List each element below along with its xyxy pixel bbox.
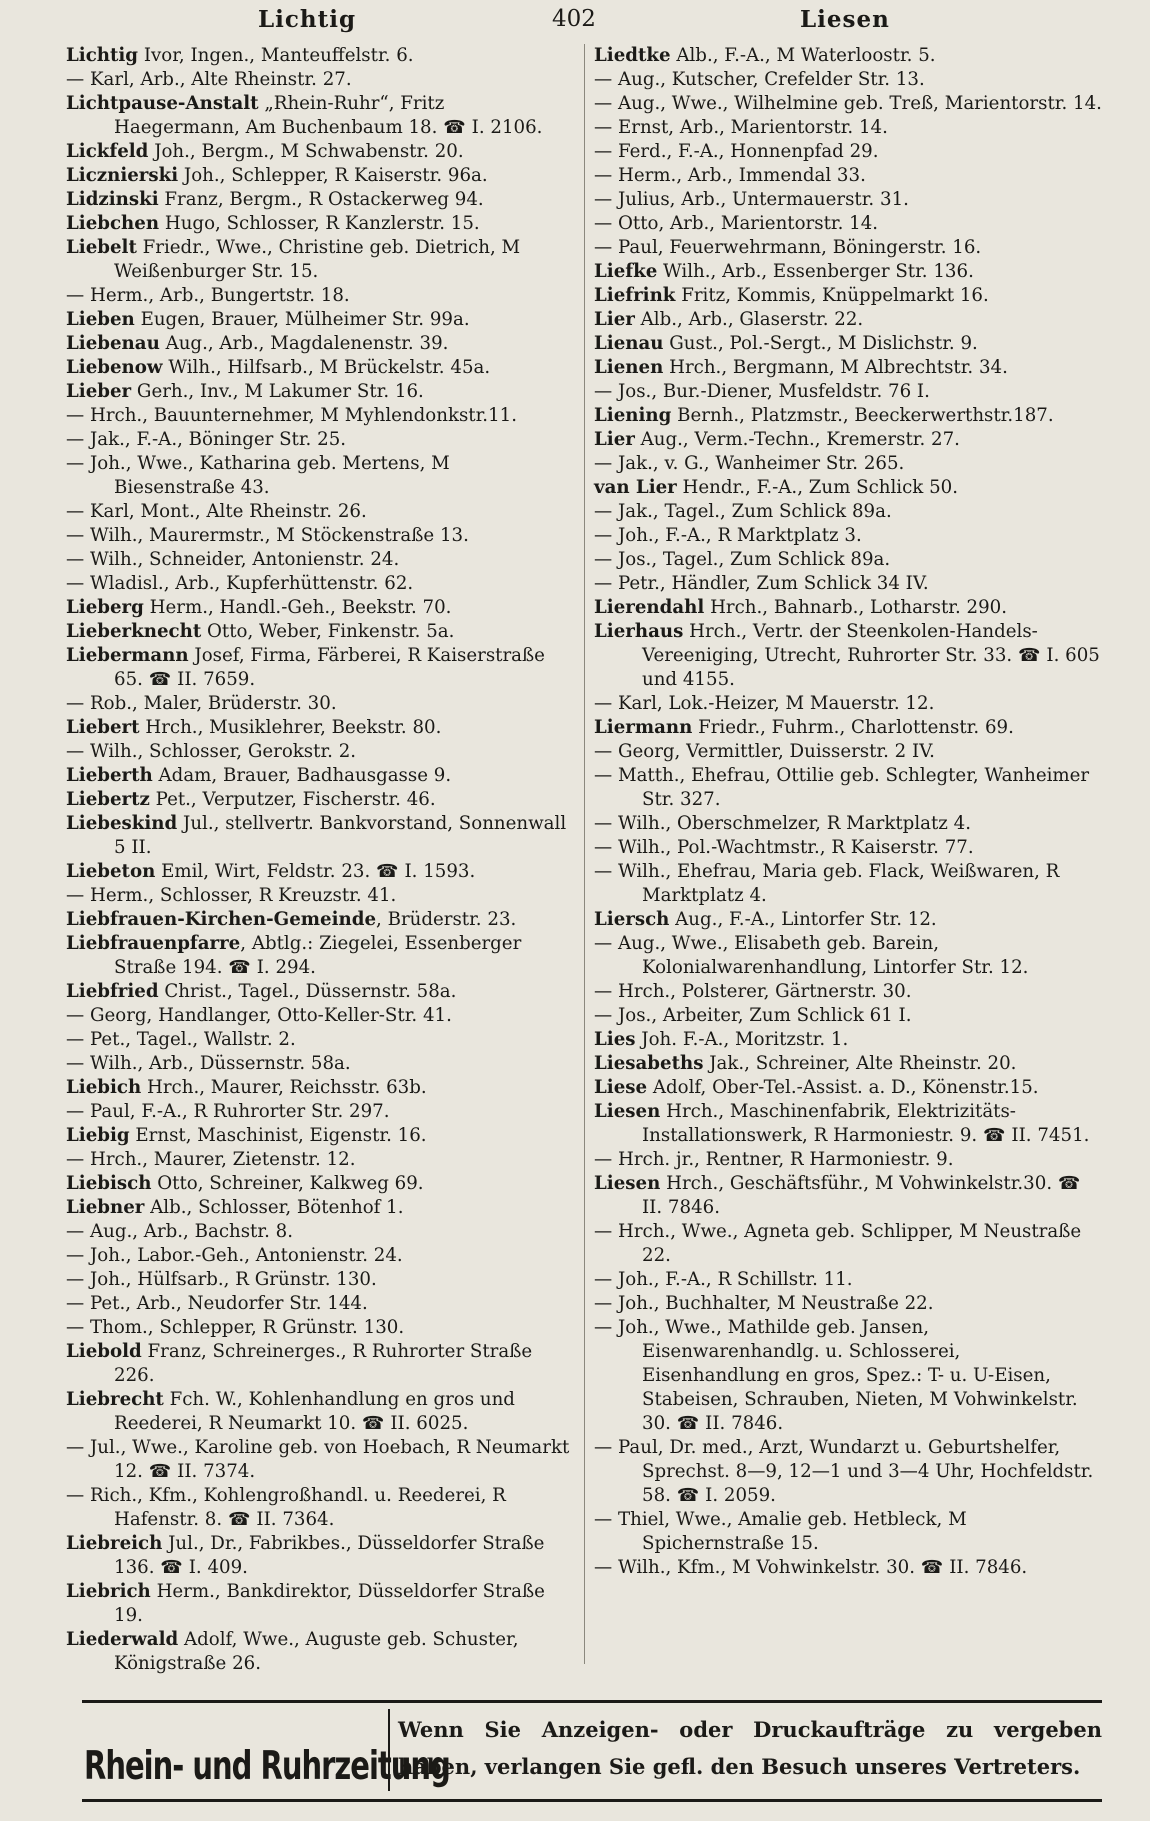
- directory-entry: [66, 932, 572, 980]
- entry-surname: Liefrink: [594, 285, 676, 306]
- directory-entry: [66, 1268, 572, 1292]
- entry-surname: Liesen: [594, 1173, 661, 1194]
- entry-details: — Wladisl., Arb., Kupferhüttenstr. 62.: [66, 573, 414, 594]
- entry-surname: Lieber: [66, 381, 132, 402]
- entry-details: Eugen, Brauer, Mülheimer Str. 99a.: [134, 309, 470, 330]
- entry-surname: Lickfeld: [66, 141, 149, 162]
- entry-surname: Lienen: [594, 357, 664, 378]
- directory-entry: [66, 860, 572, 884]
- entry-surname: Liebeskind: [66, 813, 178, 834]
- directory-entry: [66, 44, 572, 68]
- entry-surname: Liebreich: [66, 1533, 163, 1554]
- entry-details: „Rhein-Ruhr“, Fritz Haegermann, Am Buchenbaum 18. ☎ I. 2106.: [114, 93, 543, 138]
- entry-details: — Aug., Wwe., Wilhelmine geb. Treß, Marientorstr. 14.: [594, 93, 1102, 114]
- directory-entry: [594, 812, 1102, 836]
- directory-entry: [66, 1148, 572, 1172]
- entry-details: Gust., Pol.-Sergt., M Dislichstr. 9.: [663, 333, 978, 354]
- directory-entry: [66, 716, 572, 740]
- entry-surname: Liebold: [66, 1341, 142, 1362]
- entry-details: Josef, Firma, Färberei, R Kaiserstraße 65. ☎ II. 7659.: [114, 645, 545, 690]
- header-right-keyword: Liesen: [800, 6, 890, 33]
- directory-entry: [66, 1436, 572, 1484]
- directory-entry: [594, 92, 1102, 116]
- directory-entry: [66, 356, 572, 380]
- directory-entry: [66, 1124, 572, 1148]
- entry-details: Gerh., Inv., M Lakumer Str. 16.: [131, 381, 424, 402]
- directory-entry: [66, 188, 572, 212]
- directory-entry: [594, 1508, 1102, 1556]
- directory-entry: [66, 596, 572, 620]
- entry-surname: Lier: [594, 309, 635, 330]
- directory-entry: [594, 1220, 1102, 1268]
- directory-entry: [594, 932, 1102, 980]
- directory-entry: [594, 764, 1102, 812]
- directory-entry: [594, 260, 1102, 284]
- directory-entry: [66, 1100, 572, 1124]
- directory-entry: [66, 788, 572, 812]
- directory-entry: [594, 1172, 1102, 1220]
- entry-details: Friedr., Wwe., Christine geb. Dietrich, M Weißenburger Str. 15.: [114, 237, 521, 282]
- entry-surname: Liebertz: [66, 789, 150, 810]
- entry-details: Adam, Brauer, Badhausgasse 9.: [152, 765, 452, 786]
- entry-details: Aug., Arb., Magdalenenstr. 39.: [159, 333, 449, 354]
- entry-details: — Wilh., Oberschmelzer, R Marktplatz 4.: [594, 813, 971, 834]
- directory-entry: [66, 212, 572, 236]
- directory-entry: [66, 1076, 572, 1100]
- directory-entry: [66, 1052, 572, 1076]
- directory-entry: [66, 812, 572, 860]
- directory-entry: [594, 1028, 1102, 1052]
- directory-entry: [66, 1484, 572, 1532]
- entry-surname: Liebenow: [66, 357, 163, 378]
- directory-entry: [66, 548, 572, 572]
- directory-entry: [594, 380, 1102, 404]
- directory-entry: [594, 116, 1102, 140]
- entry-details: — Pet., Tagel., Wallstr. 2.: [66, 1029, 296, 1050]
- entry-details: Otto, Schreiner, Kalkweg 69.: [151, 1173, 424, 1194]
- directory-entry: [66, 332, 572, 356]
- entry-details: — Herm., Arb., Immendal 33.: [594, 165, 866, 186]
- entry-details: — Pet., Arb., Neudorfer Str. 144.: [66, 1293, 368, 1314]
- entry-surname: Liebermann: [66, 645, 189, 666]
- entry-surname: Lienau: [594, 333, 664, 354]
- entry-details: — Joh., Buchhalter, M Neustraße 22.: [594, 1293, 934, 1314]
- entry-surname: Liening: [594, 405, 672, 426]
- directory-entry: [66, 980, 572, 1004]
- entry-surname: Liebner: [66, 1197, 145, 1218]
- entry-details: — Jos., Arbeiter, Zum Schlick 61 I.: [594, 1005, 912, 1026]
- entry-details: — Wilh., Arb., Düssernstr. 58a.: [66, 1053, 351, 1074]
- entry-surname: Liebenau: [66, 333, 160, 354]
- entry-details: Wilh., Arb., Essenberger Str. 136.: [657, 261, 974, 282]
- entry-details: Ernst, Maschinist, Eigenstr. 16.: [129, 1125, 427, 1146]
- directory-entry: [594, 428, 1102, 452]
- entry-surname: Liersch: [594, 909, 670, 930]
- directory-entry: [66, 1388, 572, 1436]
- entry-surname: Liebisch: [66, 1173, 152, 1194]
- left-column: [66, 44, 572, 1676]
- directory-entry: [594, 524, 1102, 548]
- entry-details: Emil, Wirt, Feldstr. 23. ☎ I. 1593.: [155, 861, 476, 882]
- directory-entry: [594, 404, 1102, 428]
- directory-entry: [594, 596, 1102, 620]
- directory-entry: [66, 692, 572, 716]
- page-header: [0, 6, 1150, 40]
- entry-details: — Hrch., Bauunternehmer, M Myhlendonkstr.11.: [66, 405, 518, 426]
- directory-entry: [66, 1292, 572, 1316]
- directory-entry: [594, 716, 1102, 740]
- entry-details: — Julius, Arb., Untermauerstr. 31.: [594, 189, 909, 210]
- directory-entry: [594, 500, 1102, 524]
- entry-surname: Liebfried: [66, 981, 159, 1002]
- ad-text: Wenn Sie Anzeigen- oder Druckaufträge zu vergeben haben, verlangen Sie gefl. den Besuch unseres Vertreters.: [398, 1717, 1102, 1779]
- entry-details: Christ., Tagel., Düssernstr. 58a.: [158, 981, 457, 1002]
- entry-surname: Liebig: [66, 1125, 130, 1146]
- entry-surname: Liesabeths: [594, 1053, 704, 1074]
- entry-details: — Georg, Vermittler, Duisserstr. 2 IV.: [594, 741, 935, 762]
- directory-entry: [594, 236, 1102, 260]
- directory-entry: [594, 1076, 1102, 1100]
- entry-details: — Hrch., Wwe., Agneta geb. Schlipper, M Neustraße 22.: [594, 1221, 1082, 1266]
- directory-entry: [594, 284, 1102, 308]
- directory-entry: [594, 356, 1102, 380]
- entry-details: — Paul, Feuerwehrmann, Böningerstr. 16.: [594, 237, 982, 258]
- entry-surname: Liebfrauen-Kirchen-Gemeinde: [66, 909, 377, 930]
- entry-details: — Joh., Hülfsarb., R Grünstr. 130.: [66, 1269, 377, 1290]
- directory-entry: [66, 284, 572, 308]
- entry-details: Bernh., Platzmstr., Beeckerwerthstr.187.: [671, 405, 1054, 426]
- entry-details: Alb., F.-A., M Waterloostr. 5.: [670, 45, 936, 66]
- directory-entry: [594, 692, 1102, 716]
- directory-entry: [594, 44, 1102, 68]
- advertisement: [82, 1700, 1102, 1802]
- entry-details: Jul., stellvertr. Bankvorstand, Sonnenwall 5 II.: [114, 813, 567, 858]
- entry-details: — Jul., Wwe., Karoline geb. von Hoebach, R Neumarkt 12. ☎ II. 7374.: [66, 1437, 570, 1482]
- entry-surname: Liederwald: [66, 1629, 179, 1650]
- entry-details: Franz, Schreinerges., R Ruhrorter Straße 226.: [114, 1341, 533, 1386]
- entry-details: — Karl, Arb., Alte Rheinstr. 27.: [66, 69, 352, 90]
- entry-surname: Lieben: [66, 309, 135, 330]
- entry-details: Hugo, Schlosser, R Kanzlerstr. 15.: [159, 213, 480, 234]
- entry-details: — Hrch., Polsterer, Gärtnerstr. 30.: [594, 981, 912, 1002]
- entry-details: Otto, Weber, Finkenstr. 5a.: [201, 621, 455, 642]
- entry-details: — Herm., Arb., Bungertstr. 18.: [66, 285, 350, 306]
- entry-details: — Georg, Handlanger, Otto-Keller-Str. 41.: [66, 1005, 452, 1026]
- entry-details: Hrch., Maschinenfabrik, Elektrizitäts-Installationswerk, R Harmoniestr. 9. ☎ II. 7451.: [642, 1101, 1090, 1146]
- directory-entry: [66, 1628, 572, 1676]
- entry-details: Aug., F.-A., Lintorfer Str. 12.: [669, 909, 937, 930]
- directory-entry: [66, 140, 572, 164]
- entry-details: — Jak., v. G., Wanheimer Str. 265.: [594, 453, 905, 474]
- directory-entry: [66, 644, 572, 692]
- directory-entry: [66, 1532, 572, 1580]
- entry-details: — Thom., Schlepper, R Grünstr. 130.: [66, 1317, 405, 1338]
- ad-newspaper-name: Rhein- und Ruhrzeitung: [84, 1742, 450, 1789]
- entry-details: Alb., Arb., Glaserstr. 22.: [634, 309, 864, 330]
- entry-surname: Liesen: [594, 1101, 661, 1122]
- entry-surname: van Lier: [594, 477, 677, 498]
- entry-surname: Liebert: [66, 717, 140, 738]
- directory-entry: [594, 1268, 1102, 1292]
- entry-surname: Lier: [594, 429, 635, 450]
- directory-entry: [594, 1148, 1102, 1172]
- entry-details: — Thiel, Wwe., Amalie geb. Hetbleck, M Spichernstraße 15.: [594, 1509, 967, 1554]
- entry-surname: Liebrich: [66, 1581, 151, 1602]
- entry-details: Franz, Bergm., R Ostackerweg 94.: [158, 189, 484, 210]
- entry-surname: Lichtig: [66, 45, 139, 66]
- ad-divider: [388, 1709, 390, 1791]
- entry-details: Hrch., Musiklehrer, Beekstr. 80.: [139, 717, 442, 738]
- entry-details: — Jos., Bur.-Diener, Musfeldstr. 76 I.: [594, 381, 930, 402]
- directory-entry: [594, 164, 1102, 188]
- directory-entry: [594, 620, 1102, 692]
- directory-entry: [594, 1052, 1102, 1076]
- directory-entry: [594, 1292, 1102, 1316]
- directory-entry: [66, 884, 572, 908]
- entry-details: Joh. F.-A., Moritzstr. 1.: [635, 1029, 849, 1050]
- directory-entry: [66, 764, 572, 788]
- directory-entry: [594, 860, 1102, 908]
- entry-details: Fritz, Kommis, Knüppelmarkt 16.: [675, 285, 989, 306]
- directory-entry: [594, 1100, 1102, 1148]
- entry-surname: Liefke: [594, 261, 658, 282]
- entry-details: — Joh., Labor.-Geh., Antonienstr. 24.: [66, 1245, 403, 1266]
- entry-details: — Joh., F.-A., R Schillstr. 11.: [594, 1269, 853, 1290]
- directory-entry: [66, 500, 572, 524]
- entry-details: — Karl, Mont., Alte Rheinstr. 26.: [66, 501, 367, 522]
- directory-entry: [66, 1244, 572, 1268]
- directory-entry: [594, 212, 1102, 236]
- entry-details: — Wilh., Maurermstr., M Stöckenstraße 13.: [66, 525, 469, 546]
- entry-surname: Liebchen: [66, 213, 160, 234]
- directory-entry: [594, 140, 1102, 164]
- directory-entry: [66, 92, 572, 140]
- directory-entry: [66, 1172, 572, 1196]
- entry-surname: Liebfrauenpfarre: [66, 933, 241, 954]
- entry-details: , Brüderstr. 23.: [376, 909, 517, 930]
- header-left-keyword: Lichtig: [258, 6, 357, 33]
- entry-details: — Rob., Maler, Brüderstr. 30.: [66, 693, 337, 714]
- entry-details: — Ferd., F.-A., Honnenpfad 29.: [594, 141, 879, 162]
- entry-surname: Liedtke: [594, 45, 671, 66]
- directory-entry: [594, 908, 1102, 932]
- entry-details: — Karl, Lok.-Heizer, M Mauerstr. 12.: [594, 693, 935, 714]
- directory-entry: [594, 1004, 1102, 1028]
- entry-details: Hendr., F.-A., Zum Schlick 50.: [676, 477, 959, 498]
- directory-entry: [594, 572, 1102, 596]
- entry-details: Hrch., Bergmann, M Albrechtstr. 34.: [663, 357, 1008, 378]
- directory-entry: [66, 620, 572, 644]
- entry-details: — Joh., F.-A., R Marktplatz 3.: [594, 525, 862, 546]
- directory-entry: [594, 308, 1102, 332]
- directory-entry: [66, 1220, 572, 1244]
- directory-entry: [594, 476, 1102, 500]
- directory-entry: [66, 1316, 572, 1340]
- entry-details: Hrch., Vertr. der Steenkolen-Handels-Vereeniging, Utrecht, Ruhrorter Str. 33. ☎ I. 605 und 4155.: [642, 621, 1100, 690]
- directory-entry: [594, 332, 1102, 356]
- directory-entry: [66, 1196, 572, 1220]
- directory-entry: [594, 188, 1102, 212]
- entry-details: — Aug., Kutscher, Crefelder Str. 13.: [594, 69, 925, 90]
- page-number: 402: [552, 6, 596, 32]
- entry-surname: Liebelt: [66, 237, 137, 258]
- entry-details: — Rich., Kfm., Kohlengroßhandl. u. Reederei, R Hafenstr. 8. ☎ II. 7364.: [66, 1485, 506, 1530]
- entry-details: — Wilh., Pol.-Wachtmstr., R Kaiserstr. 77.: [594, 837, 974, 858]
- entry-details: — Paul, F.-A., R Ruhrorter Str. 297.: [66, 1101, 390, 1122]
- entry-surname: Lichtpause-Anstalt: [66, 93, 259, 114]
- entry-surname: Liermann: [594, 717, 693, 738]
- directory-entry: [594, 980, 1102, 1004]
- entry-details: — Paul, Dr. med., Arzt, Wundarzt u. Geburtshelfer, Sprechst. 8—9, 12—1 und 3—4 Uhr, Hochfeldstr. 58. ☎ I. 2059.: [594, 1437, 1094, 1506]
- entry-details: Joh., Bergm., M Schwabenstr. 20.: [148, 141, 464, 162]
- entry-details: Ivor, Ingen., Manteuffelstr. 6.: [138, 45, 414, 66]
- entry-surname: Liebich: [66, 1077, 142, 1098]
- directory-entry: [66, 164, 572, 188]
- directory-entry: [66, 68, 572, 92]
- entry-surname: Lieberth: [66, 765, 153, 786]
- entry-details: Fch. W., Kohlenhandlung en gros und Reederei, R Neumarkt 10. ☎ II. 6025.: [114, 1389, 515, 1434]
- directory-entry: [594, 836, 1102, 860]
- entry-details: Joh., Schlepper, R Kaiserstr. 96a.: [178, 165, 488, 186]
- entry-details: Hrch., Geschäftsführ., M Vohwinkelstr.30. ☎ II. 7846.: [642, 1173, 1081, 1218]
- entry-details: — Otto, Arb., Marientorstr. 14.: [594, 213, 879, 234]
- directory-entry: [66, 308, 572, 332]
- directory-entry: [594, 1436, 1102, 1508]
- entry-details: , Abtlg.: Ziegelei, Essenberger Straße 194. ☎ I. 294.: [114, 933, 522, 978]
- entry-details: — Hrch., Maurer, Zietenstr. 12.: [66, 1149, 356, 1170]
- entry-surname: Lieberg: [66, 597, 144, 618]
- entry-details: — Hrch. jr., Rentner, R Harmoniestr. 9.: [594, 1149, 954, 1170]
- entry-details: Adolf, Ober-Tel.-Assist. a. D., Könenstr.15.: [647, 1077, 1039, 1098]
- directory-entry: [66, 572, 572, 596]
- entry-details: — Jak., Tagel., Zum Schlick 89a.: [594, 501, 892, 522]
- entry-details: — Joh., Wwe., Katharina geb. Mertens, M Biesenstraße 43.: [66, 453, 450, 498]
- entry-details: Pet., Verputzer, Fischerstr. 46.: [149, 789, 436, 810]
- entry-details: — Wilh., Ehefrau, Maria geb. Flack, Weißwaren, R Marktplatz 4.: [594, 861, 1060, 906]
- entry-surname: Liebrecht: [66, 1389, 164, 1410]
- entry-details: Herm., Bankdirektor, Düsseldorfer Straße 19.: [114, 1581, 545, 1626]
- directory-entry: [66, 1028, 572, 1052]
- entry-surname: Licznierski: [66, 165, 179, 186]
- entry-surname: Lies: [594, 1029, 636, 1050]
- entry-surname: Lierhaus: [594, 621, 684, 642]
- entry-details: — Aug., Wwe., Elisabeth geb. Barein, Kolonialwarenhandlung, Lintorfer Str. 12.: [594, 933, 1029, 978]
- entry-details: — Petr., Händler, Zum Schlick 34 IV.: [594, 573, 929, 594]
- entry-details: — Joh., Wwe., Mathilde geb. Jansen, Eisenwarenhandlg. u. Schlosserei, Eisenhandlung en gros, Spez.: T- u. U-Eisen, Stabeisen, Schrauben, Nieten, M Vohwinkelstr. 30. ☎ II. 7846.: [594, 1317, 1078, 1434]
- directory-entry: [594, 1556, 1102, 1580]
- entry-details: Aug., Verm.-Techn., Kremerstr. 27.: [634, 429, 960, 450]
- entry-surname: Lieberknecht: [66, 621, 202, 642]
- entry-details: Jak., Schreiner, Alte Rheinstr. 20.: [703, 1053, 1017, 1074]
- entry-surname: Lidzinski: [66, 189, 159, 210]
- directory-entry: [66, 740, 572, 764]
- entry-surname: Lierendahl: [594, 597, 705, 618]
- directory-entry: [66, 1340, 572, 1388]
- entry-details: Hrch., Bahnarb., Lotharstr. 290.: [704, 597, 1008, 618]
- directory-entry: [66, 236, 572, 284]
- entry-details: Alb., Schlosser, Bötenhof 1.: [144, 1197, 404, 1218]
- entry-details: — Wilh., Schlosser, Gerokstr. 2.: [66, 741, 357, 762]
- directory-entry: [66, 452, 572, 500]
- entry-details: Adolf, Wwe., Auguste geb. Schuster, Königstraße 26.: [114, 1629, 519, 1674]
- entry-surname: Liese: [594, 1077, 648, 1098]
- entry-details: — Wilh., Kfm., M Vohwinkelstr. 30. ☎ II. 7846.: [594, 1557, 1028, 1578]
- entry-details: — Jos., Tagel., Zum Schlick 89a.: [594, 549, 891, 570]
- directory-entry: [66, 428, 572, 452]
- entry-details: — Jak., F.-A., Böninger Str. 25.: [66, 429, 347, 450]
- entry-details: — Ernst, Arb., Marientorstr. 14.: [594, 117, 888, 138]
- entry-details: Herm., Handl.-Geh., Beekstr. 70.: [143, 597, 452, 618]
- entry-details: Wilh., Hilfsarb., M Brückelstr. 45a.: [162, 357, 491, 378]
- column-divider: [584, 44, 585, 1664]
- entry-details: Hrch., Maurer, Reichsstr. 63b.: [141, 1077, 427, 1098]
- directory-entry: [594, 548, 1102, 572]
- entry-details: Jul., Dr., Fabrikbes., Düsseldorfer Straße 136. ☎ I. 409.: [114, 1533, 545, 1578]
- entry-surname: Liebeton: [66, 861, 156, 882]
- entry-details: Friedr., Fuhrm., Charlottenstr. 69.: [692, 717, 1014, 738]
- directory-entry: [66, 1580, 572, 1628]
- directory-entry: [594, 68, 1102, 92]
- entry-details: — Herm., Schlosser, R Kreuzstr. 41.: [66, 885, 397, 906]
- entry-details: — Aug., Arb., Bachstr. 8.: [66, 1221, 293, 1242]
- directory-entry: [66, 404, 572, 428]
- directory-entry: [66, 908, 572, 932]
- right-column: [594, 44, 1102, 1580]
- directory-entry: [594, 452, 1102, 476]
- entry-details: — Matth., Ehefrau, Ottilie geb. Schlegter, Wanheimer Str. 327.: [594, 765, 1090, 810]
- directory-entry: [594, 1316, 1102, 1436]
- directory-entry: [66, 1004, 572, 1028]
- directory-entry: [594, 740, 1102, 764]
- directory-entry: [66, 524, 572, 548]
- entry-details: — Wilh., Schneider, Antonienstr. 24.: [66, 549, 400, 570]
- directory-entry: [66, 380, 572, 404]
